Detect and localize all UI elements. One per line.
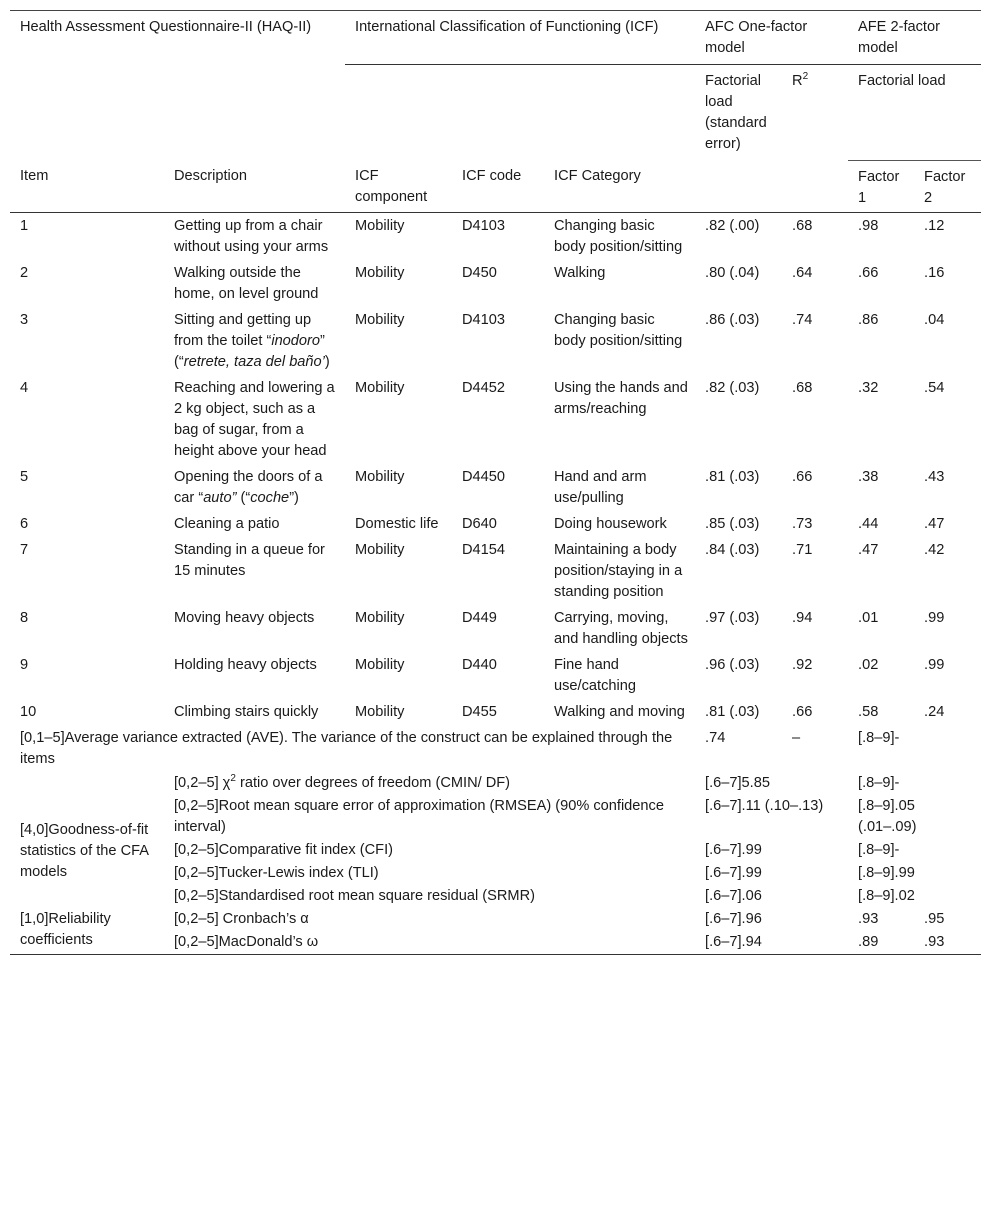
factor1-value: .86 [858, 311, 879, 328]
ave-r2: – [792, 729, 801, 746]
tli-factor: [.8–9].99 [858, 864, 915, 881]
item-description: Sitting and getting up from the toilet “inodoro” (“retrete, taza del baño’) [174, 311, 330, 370]
srmr-label: [0,2–5]Standardised root mean square residual (SRMR) [174, 887, 535, 904]
macdonald-omega-label: [0,2–5]MacDonald’s ω [174, 933, 319, 950]
factorial-load: .80 (.04) [705, 264, 760, 281]
gof-row [10, 795, 981, 839]
tli-value: [.6–7].99 [705, 864, 762, 881]
table-row [10, 511, 981, 537]
rmsea-factor: [.8–9].05 (.01–.09) [858, 797, 917, 835]
item-description: Cleaning a patio [174, 515, 280, 532]
icf-code: D449 [462, 609, 497, 626]
header-haq: Health Assessment Questionnaire-II (HAQ-II) [20, 19, 312, 35]
factorial-load: .86 (.03) [705, 311, 760, 328]
icf-component: Mobility [355, 311, 405, 328]
chi-square-value: [.6–7]5.85 [705, 774, 770, 791]
factor2-value: .54 [924, 379, 945, 396]
header-factor2: Factor 2 [924, 168, 966, 206]
item-description: Climbing stairs quickly [174, 703, 319, 720]
rmsea-label: [0,2–5]Root mean square error of approximation (RMSEA) (90% confidence interval) [174, 797, 664, 835]
header-icf-category: ICF Category [554, 168, 641, 184]
ave-factor: [.8–9]- [858, 729, 900, 746]
factor1-value: .01 [858, 609, 879, 626]
item-number: 8 [20, 609, 29, 626]
cfi-label: [0,2–5]Comparative fit index (CFI) [174, 841, 393, 858]
item-description: Standing in a queue for 15 minutes [174, 541, 325, 579]
factor1-value: .38 [858, 468, 879, 485]
header-icf: International Classification of Functioning (ICF) [345, 11, 695, 65]
header-factorial-load-se: Factorial load (standard error) [705, 73, 767, 152]
item-description: Getting up from a chair without using your arms [174, 217, 329, 255]
factorial-load: .82 (.03) [705, 379, 760, 396]
header-row-2 [10, 65, 981, 161]
factor2-value: .04 [924, 311, 945, 328]
gof-group-label: [4,0]Goodness-of-fit statistics of the CFA models [20, 821, 149, 880]
r2-value: .74 [792, 311, 813, 328]
icf-category: Changing basic body position/sitting [554, 311, 683, 349]
r2-value: .73 [792, 515, 813, 532]
item-description: Opening the doors of a car “auto” (“coche”) [174, 468, 323, 506]
icf-category: Fine hand use/catching [554, 656, 636, 694]
header-afc: AFC One-factor model [695, 11, 848, 65]
cfi-value: [.6–7].99 [705, 841, 762, 858]
r2-value: .64 [792, 264, 813, 281]
srmr-factor: [.8–9].02 [858, 887, 915, 904]
r2-value: .66 [792, 703, 813, 720]
cfi-factor: [.8–9]- [858, 841, 900, 858]
icf-component: Mobility [355, 379, 405, 396]
factor2-value: .47 [924, 515, 945, 532]
icf-component: Mobility [355, 703, 405, 720]
reliability-row [10, 908, 981, 931]
icf-code: D4154 [462, 541, 506, 558]
item-number: 4 [20, 379, 29, 396]
factor1-value: .02 [858, 656, 879, 673]
table-row [10, 537, 981, 605]
item-description: Moving heavy objects [174, 609, 315, 626]
item-number: 10 [20, 703, 37, 720]
icf-code: D4103 [462, 311, 506, 328]
cronbach-alpha-factor1: .93 [858, 910, 879, 927]
icf-category: Walking [554, 264, 606, 281]
gof-row [10, 772, 981, 795]
factor2-value: .99 [924, 609, 945, 626]
table-row [10, 464, 981, 511]
factorial-load: .97 (.03) [705, 609, 760, 626]
header-afe: AFE 2-factor model [848, 11, 981, 65]
icf-component: Mobility [355, 264, 405, 281]
icf-category: Using the hands and arms/reaching [554, 379, 688, 417]
header-factor1: Factor 1 [858, 168, 900, 206]
factorial-load: .84 (.03) [705, 541, 760, 558]
item-description: Walking outside the home, on level ground [174, 264, 319, 302]
table-row [10, 699, 981, 725]
header-icf-code: ICF code [462, 168, 522, 184]
header-description: Description [174, 168, 247, 184]
icf-code: D450 [462, 264, 497, 281]
chi-square-factor: [.8–9]- [858, 774, 900, 791]
header-row-1 [10, 11, 981, 65]
icf-code: D4450 [462, 468, 506, 485]
r2-value: .68 [792, 217, 813, 234]
cronbach-alpha-factor2: .95 [924, 910, 945, 927]
factor2-value: .24 [924, 703, 945, 720]
factorial-load: .81 (.03) [705, 468, 760, 485]
macdonald-omega-value: [.6–7].94 [705, 933, 762, 950]
icf-code: D4452 [462, 379, 506, 396]
ave-row [10, 725, 981, 772]
icf-code: D4103 [462, 217, 506, 234]
icf-category: Changing basic body position/sitting [554, 217, 683, 255]
srmr-value: [.6–7].06 [705, 887, 762, 904]
r2-value: .66 [792, 468, 813, 485]
item-number: 1 [20, 217, 29, 234]
factorial-load: .96 (.03) [705, 656, 760, 673]
table-row [10, 260, 981, 307]
factor1-value: .44 [858, 515, 879, 532]
icf-category: Carrying, moving, and handling objects [554, 609, 688, 647]
factor1-value: .47 [858, 541, 879, 558]
icf-category: Maintaining a body position/staying in a standing position [554, 541, 683, 600]
table-row [10, 307, 981, 375]
factor1-value: .32 [858, 379, 879, 396]
factor2-value: .99 [924, 656, 945, 673]
icf-component: Mobility [355, 656, 405, 673]
factor2-value: .16 [924, 264, 945, 281]
icf-component: Domestic life [355, 515, 439, 532]
factor1-value: .66 [858, 264, 879, 281]
r2-value: .68 [792, 379, 813, 396]
icf-code: D455 [462, 703, 497, 720]
factor2-value: .12 [924, 217, 945, 234]
icf-category: Hand and arm use/pulling [554, 468, 647, 506]
factor1-value: .58 [858, 703, 879, 720]
header-r2: $R^2$ [792, 71, 809, 89]
table-row [10, 375, 981, 464]
rmsea-value: [.6–7].11 (.10–.13) [705, 797, 824, 814]
factorial-load: .82 (.00) [705, 217, 760, 234]
r2-value: .92 [792, 656, 813, 673]
factor1-value: .98 [858, 217, 879, 234]
header-item: Item [20, 168, 49, 184]
r2-value: .71 [792, 541, 813, 558]
reliability-group-label: [1,0]Reliability coefficients [20, 910, 111, 948]
icf-component: Mobility [355, 541, 405, 558]
table-row [10, 605, 981, 652]
icf-component: Mobility [355, 609, 405, 626]
ave-load: .74 [705, 729, 726, 746]
item-description: Reaching and lowering a 2 kg object, such as a bag of sugar, from a height above your head [174, 379, 335, 459]
factor2-value: .43 [924, 468, 945, 485]
icf-code: D640 [462, 515, 497, 532]
macdonald-omega-factor2: .93 [924, 933, 945, 950]
icf-code: D440 [462, 656, 497, 673]
tli-label: [0,2–5]Tucker-Lewis index (TLI) [174, 864, 379, 881]
macdonald-omega-factor1: .89 [858, 933, 879, 950]
header-icf-component: ICF component [355, 168, 428, 205]
haq-icf-table [10, 10, 981, 955]
item-description: Holding heavy objects [174, 656, 317, 673]
factorial-load: .81 (.03) [705, 703, 760, 720]
cronbach-alpha-label: [0,2–5] Cronbach’s α [174, 910, 309, 927]
ave-label: [0,1–5]Average variance extracted (AVE). The variance of the construct can be explained through the items [20, 729, 673, 767]
r2-value: .94 [792, 609, 813, 626]
item-number: 9 [20, 656, 29, 673]
chi-square-label: [0,2–5] $\chi^2$ ratio over degrees of freedom (CMIN/ DF) [174, 772, 511, 791]
icf-category: Walking and moving [554, 703, 685, 720]
item-number: 3 [20, 311, 29, 328]
table-row [10, 652, 981, 699]
icf-category: Doing housework [554, 515, 667, 532]
item-number: 6 [20, 515, 29, 532]
icf-component: Mobility [355, 468, 405, 485]
header-factorial-load: Factorial load [848, 65, 981, 161]
cronbach-alpha-value: [.6–7].96 [705, 910, 762, 927]
factorial-load: .85 (.03) [705, 515, 760, 532]
item-number: 2 [20, 264, 29, 281]
table-row [10, 212, 981, 260]
factor2-value: .42 [924, 541, 945, 558]
item-number: 7 [20, 541, 29, 558]
item-number: 5 [20, 468, 29, 485]
header-row-3 [10, 160, 981, 212]
icf-component: Mobility [355, 217, 405, 234]
